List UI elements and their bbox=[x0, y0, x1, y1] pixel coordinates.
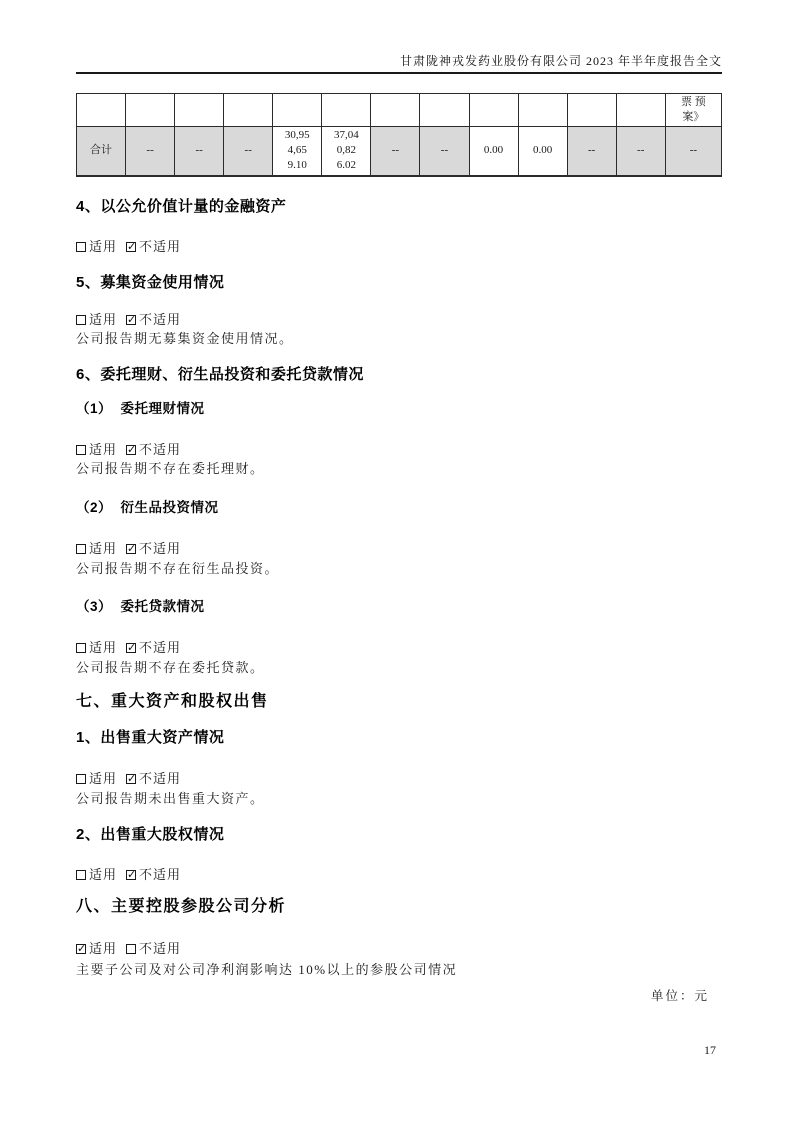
applicability-line bbox=[76, 637, 722, 656]
apply-option bbox=[76, 768, 117, 787]
checkbox-checked-icon bbox=[126, 242, 136, 252]
apply-option-label: 适用 bbox=[89, 941, 118, 956]
checkbox-unchecked-icon bbox=[76, 242, 86, 252]
table-total-cell: 37,040,826.02 bbox=[322, 127, 371, 176]
checkbox-unchecked-icon bbox=[76, 870, 86, 880]
apply-option-label: 不适用 bbox=[139, 941, 182, 956]
summary-table bbox=[76, 93, 722, 177]
unit-label: 单位：元 bbox=[650, 989, 709, 1003]
apply-option-label: 不适用 bbox=[139, 442, 182, 457]
table-total-cell: 0.00 bbox=[518, 127, 567, 176]
section-heading: 6、委托理财、衍生品投资和委托贷款情况 bbox=[76, 366, 364, 383]
apply-option-label: 适用 bbox=[89, 541, 118, 556]
section-heading: 七、重大资产和股权出售 bbox=[76, 693, 269, 710]
apply-option-label: 不适用 bbox=[139, 312, 182, 327]
table-header-cell bbox=[273, 94, 322, 127]
table-header-cell bbox=[175, 94, 224, 127]
checkbox-checked-icon bbox=[76, 944, 86, 954]
apply-option-label: 适用 bbox=[89, 239, 118, 254]
section-heading: （1） 委托理财情况 bbox=[76, 401, 205, 416]
table-total-cell: -- bbox=[175, 127, 224, 176]
applicability-line bbox=[76, 768, 722, 787]
apply-option-label: 适用 bbox=[89, 640, 118, 655]
table-total-cell: -- bbox=[616, 127, 665, 176]
apply-option-label: 适用 bbox=[89, 867, 118, 882]
paragraph: 公司报告期不存在委托贷款。 bbox=[76, 660, 265, 675]
table-total-cell: -- bbox=[224, 127, 273, 176]
section-heading: 2、出售重大股权情况 bbox=[76, 826, 225, 843]
table-total-label-cell: 合计 bbox=[77, 127, 126, 176]
applicability-line bbox=[76, 864, 722, 883]
apply-option bbox=[76, 439, 117, 458]
table-total-cell: -- bbox=[420, 127, 469, 176]
table-header-cell bbox=[224, 94, 273, 127]
paragraph: 主要子公司及对公司净利润影响达 10%以上的参股公司情况 bbox=[76, 962, 458, 977]
paragraph: 公司报告期未出售重大资产。 bbox=[76, 791, 265, 806]
table-total-cell: -- bbox=[567, 127, 616, 176]
table-total-cell: -- bbox=[665, 127, 721, 176]
checkbox-unchecked-icon bbox=[76, 544, 86, 554]
checkbox-checked-icon bbox=[126, 870, 136, 880]
section-heading: 5、募集资金使用情况 bbox=[76, 274, 225, 291]
table-total-cell: 30,954,659.10 bbox=[273, 127, 322, 176]
section-heading: 1、出售重大资产情况 bbox=[76, 729, 225, 746]
applicability-line bbox=[76, 938, 722, 957]
checkbox-checked-icon bbox=[126, 774, 136, 784]
apply-option-label: 不适用 bbox=[139, 541, 182, 556]
summary-table-wrap bbox=[76, 93, 724, 177]
apply-option bbox=[126, 236, 181, 255]
page-header-title: 甘肃陇神戎发药业股份有限公司 2023 年半年度报告全文 bbox=[399, 54, 722, 68]
section-heading: 八、主要控股参股公司分析 bbox=[76, 898, 287, 915]
apply-option-label: 不适用 bbox=[139, 640, 182, 655]
paragraph: 公司报告期无募集资金使用情况。 bbox=[76, 331, 294, 346]
checkbox-unchecked-icon bbox=[76, 643, 86, 653]
checkbox-checked-icon bbox=[126, 315, 136, 325]
table-header-cell bbox=[77, 94, 126, 127]
apply-option-label: 不适用 bbox=[139, 867, 182, 882]
checkbox-unchecked-icon bbox=[126, 944, 136, 954]
table-header-cell bbox=[126, 94, 175, 127]
apply-option bbox=[76, 309, 117, 328]
apply-option bbox=[126, 538, 181, 557]
header-rule bbox=[76, 72, 722, 74]
table-header-note-cell: 票 预案》 bbox=[665, 94, 721, 127]
apply-option bbox=[126, 439, 181, 458]
section-heading: 4、以公允价值计量的金融资产 bbox=[76, 198, 287, 215]
table-header-cell bbox=[616, 94, 665, 127]
table-total-cell: 0.00 bbox=[469, 127, 518, 176]
checkbox-checked-icon bbox=[126, 643, 136, 653]
apply-option bbox=[126, 938, 181, 957]
apply-option bbox=[126, 864, 181, 883]
paragraph: 公司报告期不存在衍生品投资。 bbox=[76, 561, 280, 576]
table-header-cell bbox=[420, 94, 469, 127]
apply-option-label: 适用 bbox=[89, 771, 118, 786]
table-header-cell bbox=[469, 94, 518, 127]
applicability-line bbox=[76, 439, 722, 458]
table-total-cell: -- bbox=[126, 127, 175, 176]
table-header-cell bbox=[518, 94, 567, 127]
apply-option-label: 不适用 bbox=[139, 771, 182, 786]
apply-option bbox=[76, 236, 117, 255]
apply-option bbox=[126, 309, 181, 328]
applicability-line bbox=[76, 236, 722, 255]
applicability-line bbox=[76, 538, 722, 557]
apply-option-label: 适用 bbox=[89, 312, 118, 327]
checkbox-checked-icon bbox=[126, 445, 136, 455]
table-total-cell: -- bbox=[371, 127, 420, 176]
apply-option bbox=[126, 768, 181, 787]
page-number: 17 bbox=[704, 1043, 716, 1057]
checkbox-unchecked-icon bbox=[76, 315, 86, 325]
table-header-cell bbox=[567, 94, 616, 127]
checkbox-unchecked-icon bbox=[76, 445, 86, 455]
section-heading: （3） 委托贷款情况 bbox=[76, 599, 205, 614]
section-heading: （2） 衍生品投资情况 bbox=[76, 500, 219, 515]
apply-option bbox=[76, 538, 117, 557]
apply-option bbox=[76, 637, 117, 656]
apply-option-label: 适用 bbox=[89, 442, 118, 457]
paragraph: 公司报告期不存在委托理财。 bbox=[76, 461, 265, 476]
apply-option bbox=[76, 864, 117, 883]
table-header-cell bbox=[371, 94, 420, 127]
apply-option-label: 不适用 bbox=[139, 239, 182, 254]
applicability-line bbox=[76, 309, 722, 328]
table-header-cell bbox=[322, 94, 371, 127]
checkbox-checked-icon bbox=[126, 544, 136, 554]
checkbox-unchecked-icon bbox=[76, 774, 86, 784]
apply-option bbox=[126, 637, 181, 656]
apply-option bbox=[76, 938, 117, 957]
